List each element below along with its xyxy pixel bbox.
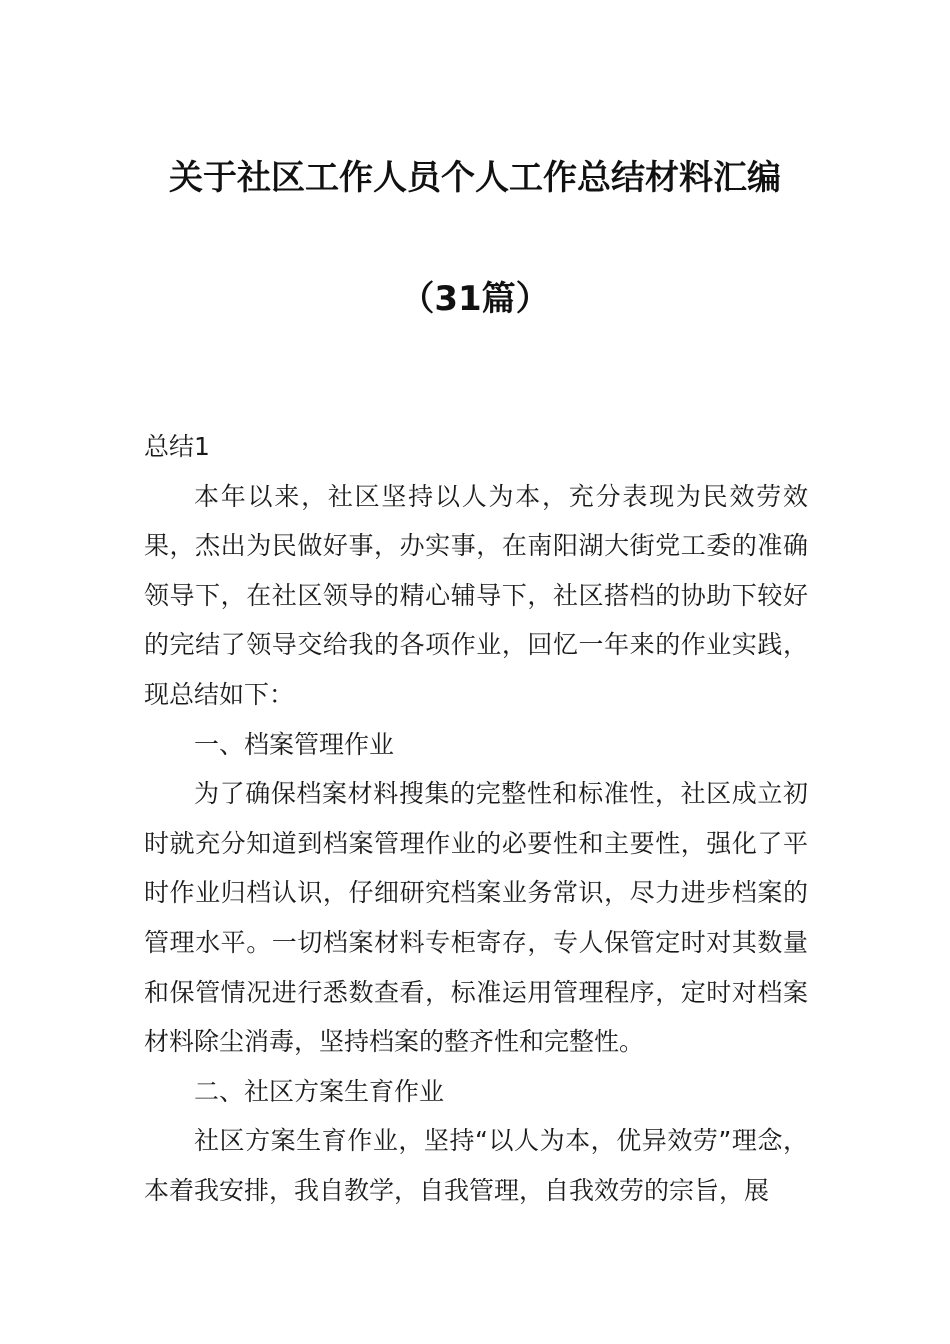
document-title: 关于社区工作人员个人工作总结材料汇编 xyxy=(169,158,781,198)
paragraph: 本年以来，社区坚持以人为本，充分表现为民效劳效果，杰出为民做好事，办实事，在南阳湖大街党工委的准确领导下，在社区领导的精心辅导下，社区搭档的协助下较好的完结了领导交给我的各项作业，回忆一年来的作业实践，现总结如下： xyxy=(144,481,808,709)
document-subtitle: （31篇） xyxy=(400,279,550,319)
paragraph: 社区方案生育作业，坚持“以人为本，优异效劳”理念，本着我安排，我自教学，自我管理，自我效劳的宗旨，展 xyxy=(144,1126,808,1205)
paragraph: 为了确保档案材料搜集的完整性和标准性，社区成立初时就充分知道到档案管理作业的必要性和主要性，强化了平时作业归档认识，仔细研究档案业务常识，尽力进步档案的管理水平。一切档案材料专柜寄存，专人保管定时对其数量和保管情况进行悉数查看，标准运用管理程序，定时对档案材料除尘消毒，坚持档案的整齐性和完整性。 xyxy=(144,779,808,1057)
document-body xyxy=(144,422,808,1216)
subsection-heading: 二、社区方案生育作业 xyxy=(194,1076,445,1106)
section-heading: 总结1 xyxy=(144,432,210,461)
subsection-heading: 一、档案管理作业 xyxy=(194,729,395,759)
